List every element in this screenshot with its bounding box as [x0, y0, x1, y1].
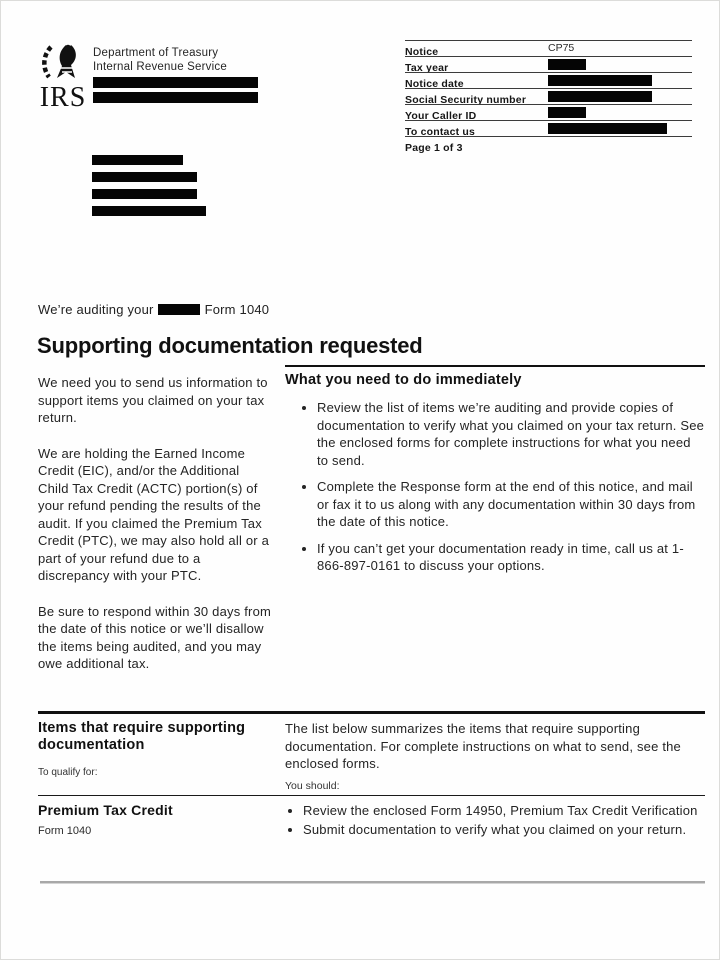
redaction-bar	[548, 59, 586, 70]
immediate-actions-section	[285, 365, 705, 691]
summary-paragraph: Be sure to respond within 30 days from the date of this notice or we’ll disallow the items being audited, and you may owe additional tax.	[38, 603, 272, 671]
redaction-bar	[92, 172, 197, 182]
item-row	[38, 796, 705, 841]
should-label: You should:	[285, 779, 340, 792]
item-actions-block	[285, 802, 705, 841]
recipient-address-redacted	[92, 155, 206, 223]
list-item: • Submit documentation to verify what you claimed on your return.	[303, 821, 705, 839]
items-summary-block	[285, 720, 705, 792]
redaction-bar	[93, 77, 258, 88]
page-number-row	[405, 136, 692, 152]
section-heading-items: Items that require supporting documentation	[38, 720, 246, 753]
redaction-bar	[548, 107, 586, 118]
list-item: • Review the list of items we’re auditing and provide copies of documentation to verify what you claimed on your tax return. See the enclosed forms for complete instructions for what you need to send.	[317, 399, 705, 469]
item-name: Premium Tax Credit	[38, 801, 173, 818]
divider	[40, 881, 705, 884]
audit-subject-suffix: Form 1040	[204, 302, 270, 317]
notice-meta-table	[405, 40, 692, 152]
redaction-bar	[548, 75, 652, 86]
items-heading-block	[38, 720, 272, 792]
agency-line1: Department of Treasury	[93, 47, 219, 59]
redaction-bar	[93, 92, 258, 103]
irs-eagle-icon	[38, 42, 88, 86]
redaction-bar	[92, 189, 197, 199]
redaction-bar	[548, 123, 667, 134]
caller-id-row	[405, 104, 692, 120]
notice-value: CP75	[548, 42, 575, 54]
immediate-actions-list	[285, 399, 705, 575]
qualify-label: To qualify for:	[38, 767, 98, 778]
redaction-bar	[92, 155, 183, 165]
irs-logo-text: IRS	[39, 82, 87, 113]
items-summary: The list below summarizes the items that require supporting documentation. For complete instructions on what to send, see the enclosed forms.	[285, 721, 681, 771]
page-title: Supporting documentation requested	[37, 332, 423, 358]
page-number-label: Page 1 of 3	[405, 142, 463, 154]
agency-line2: Internal Revenue Service	[93, 61, 227, 73]
item-name-block	[38, 802, 272, 841]
summary-paragraph: We need you to send us information to support items you claimed on your tax return.	[38, 375, 268, 425]
notice-label: Notice	[405, 46, 439, 58]
summary-column	[38, 365, 272, 691]
notice-date-row	[405, 72, 692, 88]
notice-row	[405, 40, 692, 56]
caller-id-label: Your Caller ID	[405, 110, 477, 122]
item-form: Form 1040	[38, 824, 92, 837]
tax-year-row	[405, 56, 692, 72]
agency-name	[93, 46, 227, 74]
audit-subject-line	[38, 302, 269, 317]
item-actions-list	[285, 802, 705, 839]
contact-row	[405, 120, 692, 136]
redaction-bar	[92, 206, 206, 216]
irs-logo	[36, 42, 90, 113]
list-item: • Complete the Response form at the end of this notice, and mail or fax it to us along with any documentation within 30 days from the date of this notice.	[317, 478, 705, 531]
contact-label: To contact us	[405, 126, 476, 138]
tax-year-label: Tax year	[405, 62, 449, 74]
list-item: • Review the enclosed Form 14950, Premium Tax Credit Verification	[303, 802, 705, 820]
redaction-bar	[158, 304, 200, 315]
body-columns	[38, 365, 705, 691]
list-item: • If you can’t get your documentation ready in time, call us at 1-866-897-0161 to discuss your options.	[317, 540, 705, 575]
redaction-bar	[548, 91, 652, 102]
items-section-header	[38, 720, 705, 792]
summary-paragraph: We are holding the Earned Income Credit (EIC), and/or the Additional Child Tax Credit (ACTC) portion(s) of your refund pending the results of the audit. If you claimed the Premium Tax Credit (PTC), we may also hold all or a part of your refund due to a discrepancy with your PTC.	[38, 445, 270, 583]
ssn-label: Social Security number	[405, 94, 527, 106]
items-section	[38, 711, 705, 841]
notice-date-label: Notice date	[405, 78, 464, 90]
audit-subject-prefix: We’re auditing your	[38, 302, 154, 317]
section-heading-immediate: What you need to do immediately	[285, 372, 522, 388]
ssn-row	[405, 88, 692, 104]
